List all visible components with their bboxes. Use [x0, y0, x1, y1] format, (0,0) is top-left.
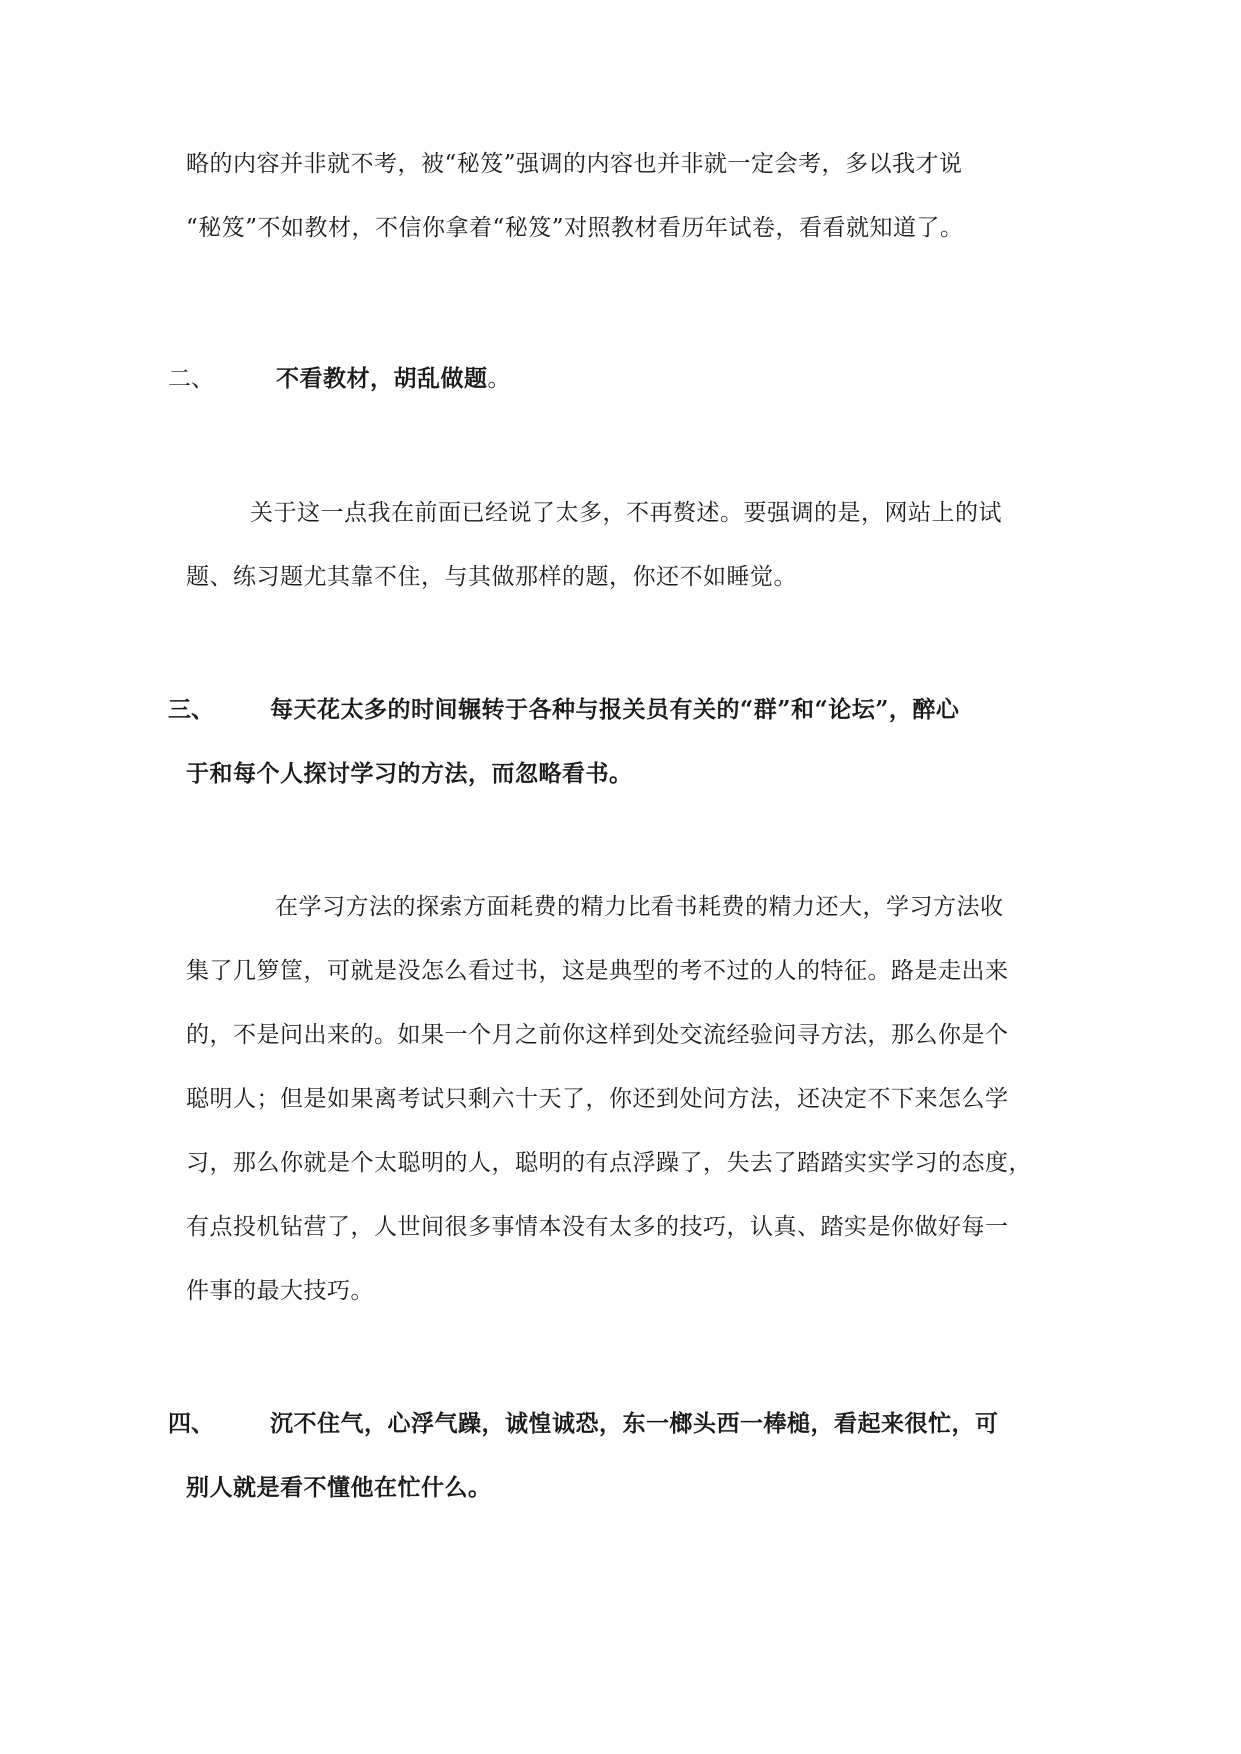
paragraph-3-line-6: 有点投机钻营了，人世间很多事情本没有太多的技巧，认真、踏实是你做好每一 — [186, 1214, 1009, 1240]
paragraph-3-line-3: 的，不是问出来的。如果一个月之前你这样到处交流经验问寻方法，那么你是个 — [186, 1022, 1009, 1048]
paragraph-2-line-1: 关于这一点我在前面已经说了太多，不再赘述。要强调的是，网站上的试 — [250, 500, 1002, 526]
paragraph-1-line-1: 略的内容并非就不考，被“秘笈”强调的内容也并非就一定会考，多以我才说 — [186, 151, 963, 177]
paragraph-3-line-4: 聪明人；但是如果离考试只剩六十天了，你还到处问方法，还决定不下来怎么学 — [186, 1086, 1009, 1112]
heading-3-line-1: 每天花太多的时间辗转于各种与报关员有关的“群”和“论坛”，醉心 — [270, 696, 960, 723]
paragraph-3-line-2: 集了几箩筐，可就是没怎么看过书，这是典型的考不过的人的特征。路是走出来 — [186, 958, 1009, 984]
paragraph-1-line-2: “秘笈”不如教材，不信你拿着“秘笈”对照教材看历年试卷，看看就知道了。 — [186, 215, 964, 241]
heading-4-line-1: 沉不住气，心浮气躁，诚惶诚恐，东一榔头西一棒槌，看起来很忙，可 — [270, 1410, 999, 1437]
heading-3-line-2: 于和每个人探讨学习的方法，而忽略看书。 — [186, 760, 633, 787]
paragraph-3-line-7: 件事的最大技巧。 — [186, 1278, 374, 1304]
heading-2 — [276, 363, 511, 395]
paragraph-3-line-5: 习，那么你就是个太聪明的人，聪明的有点浮躁了，失去了踏踏实实学习的态度， — [186, 1150, 1032, 1176]
heading-4-line-2: 别人就是看不懂他在忙什么。 — [186, 1474, 492, 1501]
paragraph-2-line-2: 题、练习题尤其靠不住，与其做那样的题，你还不如睡觉。 — [186, 564, 797, 590]
heading-3-number: 三、 — [168, 696, 214, 723]
heading-4-number: 四、 — [168, 1410, 214, 1437]
heading-2-suffix: 。 — [487, 366, 511, 392]
heading-2-number: 二、 — [168, 366, 214, 392]
heading-2-title: 不看教材，胡乱做题 — [276, 365, 488, 392]
paragraph-3-line-1: 在学习方法的探索方面耗费的精力比看书耗费的精力还大，学习方法收 — [275, 894, 1004, 920]
